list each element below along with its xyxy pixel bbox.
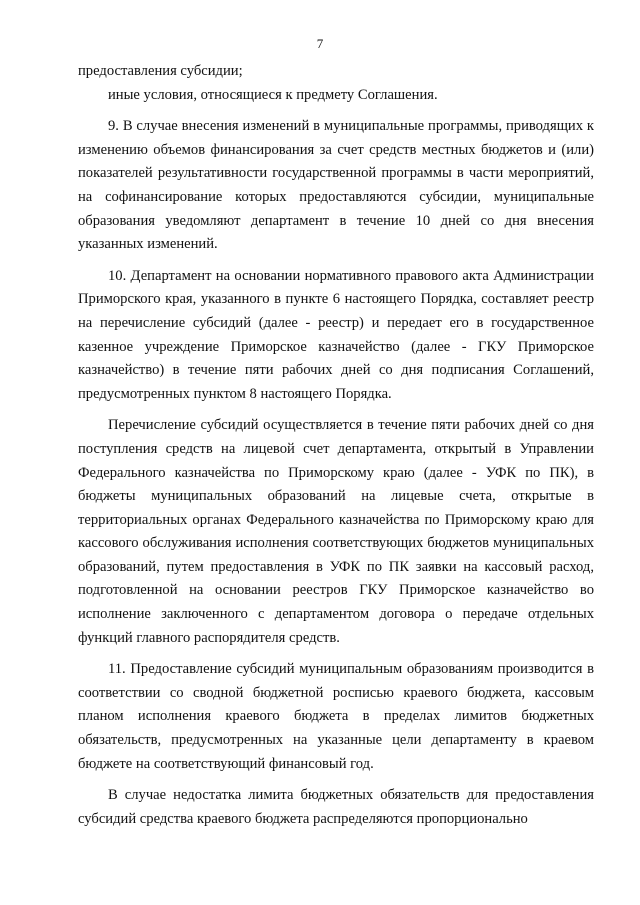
paragraph-item-11: 11. Предоставление субсидий муниципальным образованиям производится в соответствии со сводной бюджетной росписью краевого бюджета, кассовым планом исполнения краевого бюджета в пределах лимитов бюджетных обязательств, предусмотренных на указанные цели департаменту в краевом бюджете на соответствующий финансовый год. <box>78 661 594 772</box>
page-number: 7 <box>316 36 324 51</box>
paragraph-limit-shortage: В случае недостатка лимита бюджетных обязательств для предоставления субсидий средства краевого бюджета распределяются пропорционально <box>78 787 594 827</box>
paragraph-other-conditions: иные условия, относящиеся к предмету Соглашения. <box>108 86 438 103</box>
paragraph-continuation: предоставления субсидии; <box>78 63 243 79</box>
document-body <box>78 60 594 831</box>
paragraph-item-10: 10. Департамент на основании нормативного правового акта Администрации Приморского края, указанного в пункте 6 настоящего Порядка, составляет реестр на перечисление субсидий (далее - реестр) и передает его в государственное казенное учреждение Приморское казначейство (далее - ГКУ Приморское казначейство) в течение пяти рабочих дней со дня подписания Соглашений, предусмотренных пунктом 8 настоящего Порядка. <box>78 267 594 402</box>
paragraph-transfer-subsidies: Перечисление субсидий осуществляется в течение пяти рабочих дней со дня поступления средств на лицевой счет департамента, открытый в Управлении Федерального казначейства по Приморскому краю (далее - УФК по ПК), в бюджеты муниципальных образований на лицевые счета, открытые в территориальных органах Федерального казначейства по Приморскому краю для кассового обслуживания исполнения соответствующих бюджетов муниципальных образований, путем предоставления в УФК по ПК заявки на кассовый расход, подготовленной на основании реестров ГКУ Приморское казначейство во исполнение заключенного с департаментом договора о передаче отдельных функций главного распорядителя средств. <box>78 417 594 646</box>
paragraph-item-9: 9. В случае внесения изменений в муниципальные программы, приводящих к изменению объемов финансирования за счет средств местных бюджетов и (или) показателей результативности государственной программы в части мероприятий, на софинансирование которых предоставляются субсидии, муниципальные образования уведомляют департамент в течение 10 дней со дня внесения указанных изменений. <box>78 118 594 253</box>
